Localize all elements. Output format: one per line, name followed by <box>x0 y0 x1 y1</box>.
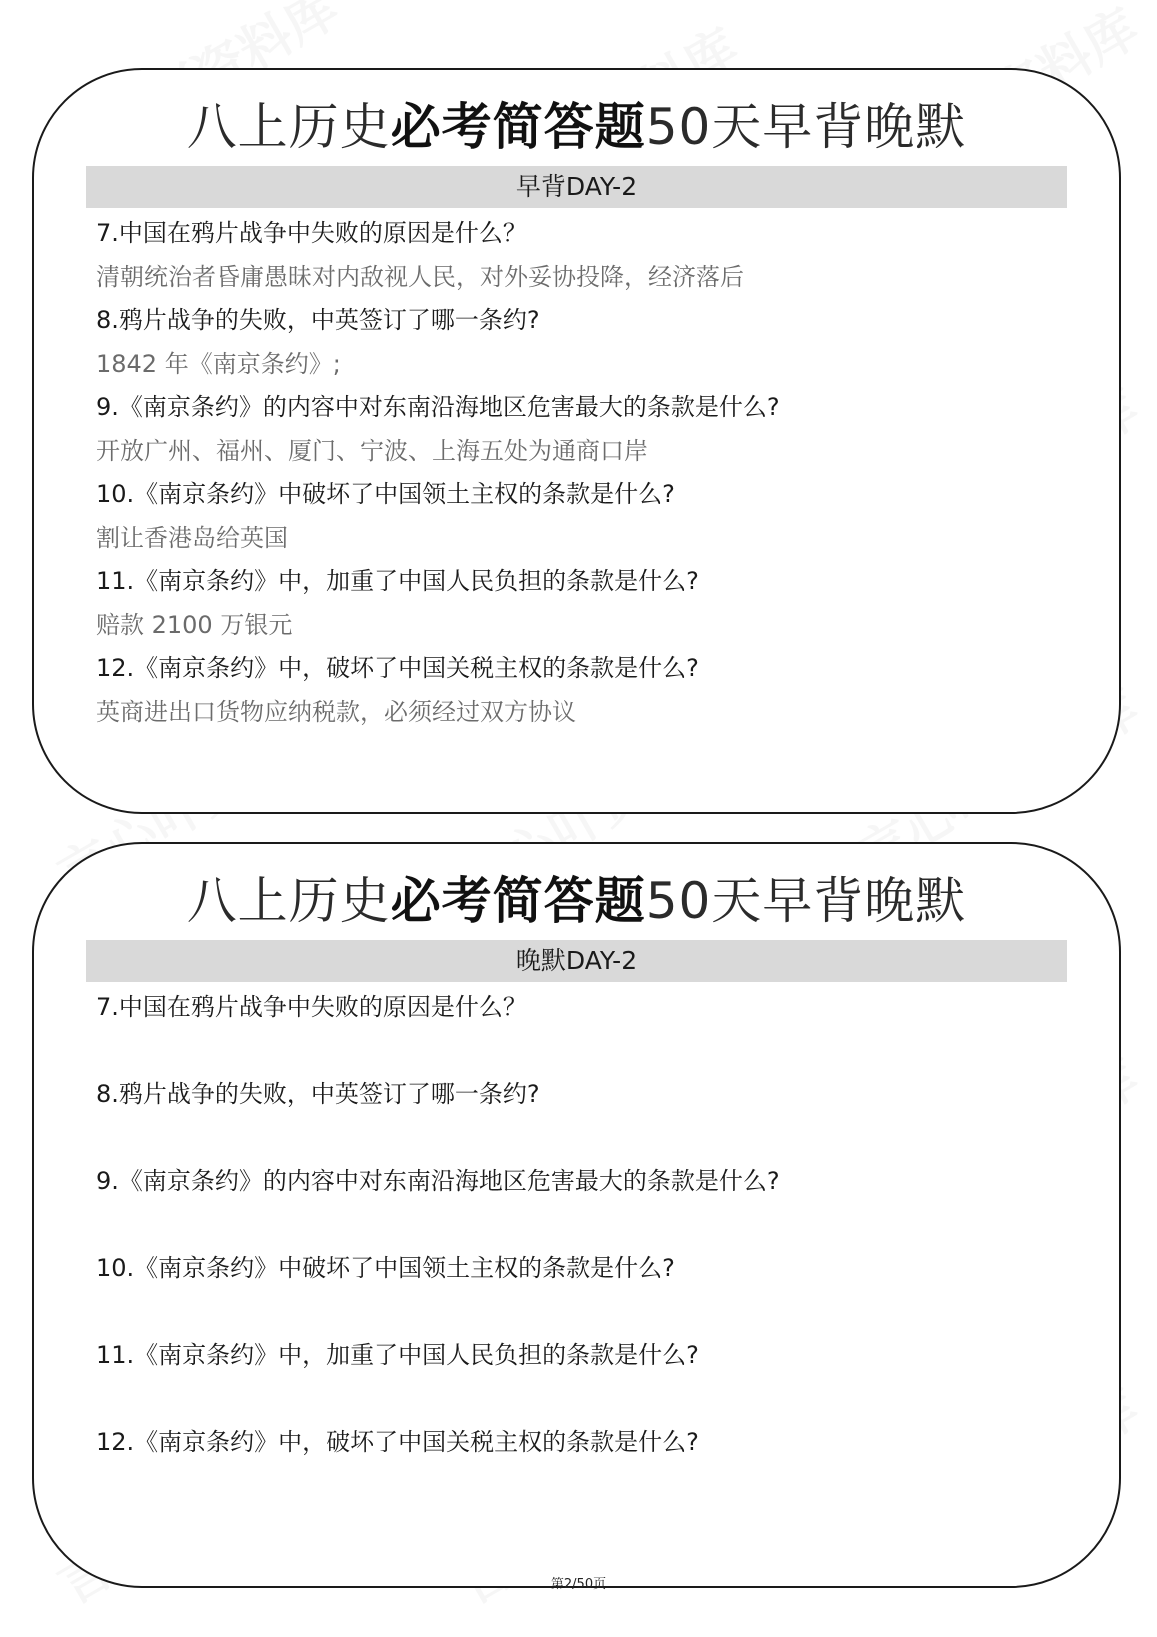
page-number: 第2/50页 <box>550 1577 607 1592</box>
question: 7.中国在鸦片战争中失败的原因是什么？ <box>96 219 527 247</box>
section-label: 早背DAY-2 <box>86 166 1067 208</box>
question: 8.鸦片战争的失败，中英签订了哪一条约? <box>96 1080 540 1108</box>
evening-card <box>32 842 1121 1588</box>
answer: 1842 年《南京条约》; <box>96 349 341 378</box>
qa-list <box>96 986 1076 1508</box>
question: 9.《南京条约》的内容中对东南沿海地区危害最大的条款是什么? <box>96 393 780 421</box>
qa-list <box>96 212 1076 734</box>
question: 10.《南京条约》中破坏了中国领土主权的条款是什么? <box>96 1254 675 1282</box>
answer-blank[interactable] <box>96 1465 1076 1509</box>
card-title <box>34 92 1119 162</box>
answer-blank[interactable] <box>96 1204 1076 1248</box>
title-part-3: 50天早背晚默 <box>645 872 967 930</box>
question: 9.《南京条约》的内容中对东南沿海地区危害最大的条款是什么? <box>96 1167 780 1195</box>
question: 11.《南京条约》中，加重了中国人民负担的条款是什么? <box>96 567 699 595</box>
answer: 清朝统治者昏庸愚昧对内敌视人民，对外妥协投降，经济落后 <box>96 262 744 291</box>
card-title <box>34 866 1119 936</box>
question: 12.《南京条约》中，破坏了中国关税主权的条款是什么? <box>96 654 699 682</box>
answer: 开放广州、福州、厦门、宁波、上海五处为通商口岸 <box>96 436 648 465</box>
question: 7.中国在鸦片战争中失败的原因是什么？ <box>96 993 527 1021</box>
morning-card <box>32 68 1121 814</box>
section-label: 晚默DAY-2 <box>86 940 1067 982</box>
answer: 割让香港岛给英国 <box>96 523 288 552</box>
answer-blank[interactable] <box>96 1117 1076 1161</box>
question: 10.《南京条约》中破坏了中国领土主权的条款是什么? <box>96 480 675 508</box>
answer: 赔款 2100 万银元 <box>96 610 293 639</box>
answer: 英商进出口货物应纳税款，必须经过双方协议 <box>96 697 576 726</box>
question: 8.鸦片战争的失败，中英签订了哪一条约? <box>96 306 540 334</box>
title-part-1: 八上历史 <box>186 872 391 930</box>
title-part-1: 八上历史 <box>186 98 391 156</box>
answer-blank[interactable] <box>96 1030 1076 1074</box>
question: 11.《南京条约》中，加重了中国人民负担的条款是什么? <box>96 1341 699 1369</box>
answer-blank[interactable] <box>96 1378 1076 1422</box>
title-part-3: 50天早背晚默 <box>645 98 967 156</box>
question: 12.《南京条约》中，破坏了中国关税主权的条款是什么? <box>96 1428 699 1456</box>
title-part-2: 必考简答题 <box>390 872 646 930</box>
title-part-2: 必考简答题 <box>390 98 646 156</box>
answer-blank[interactable] <box>96 1291 1076 1335</box>
